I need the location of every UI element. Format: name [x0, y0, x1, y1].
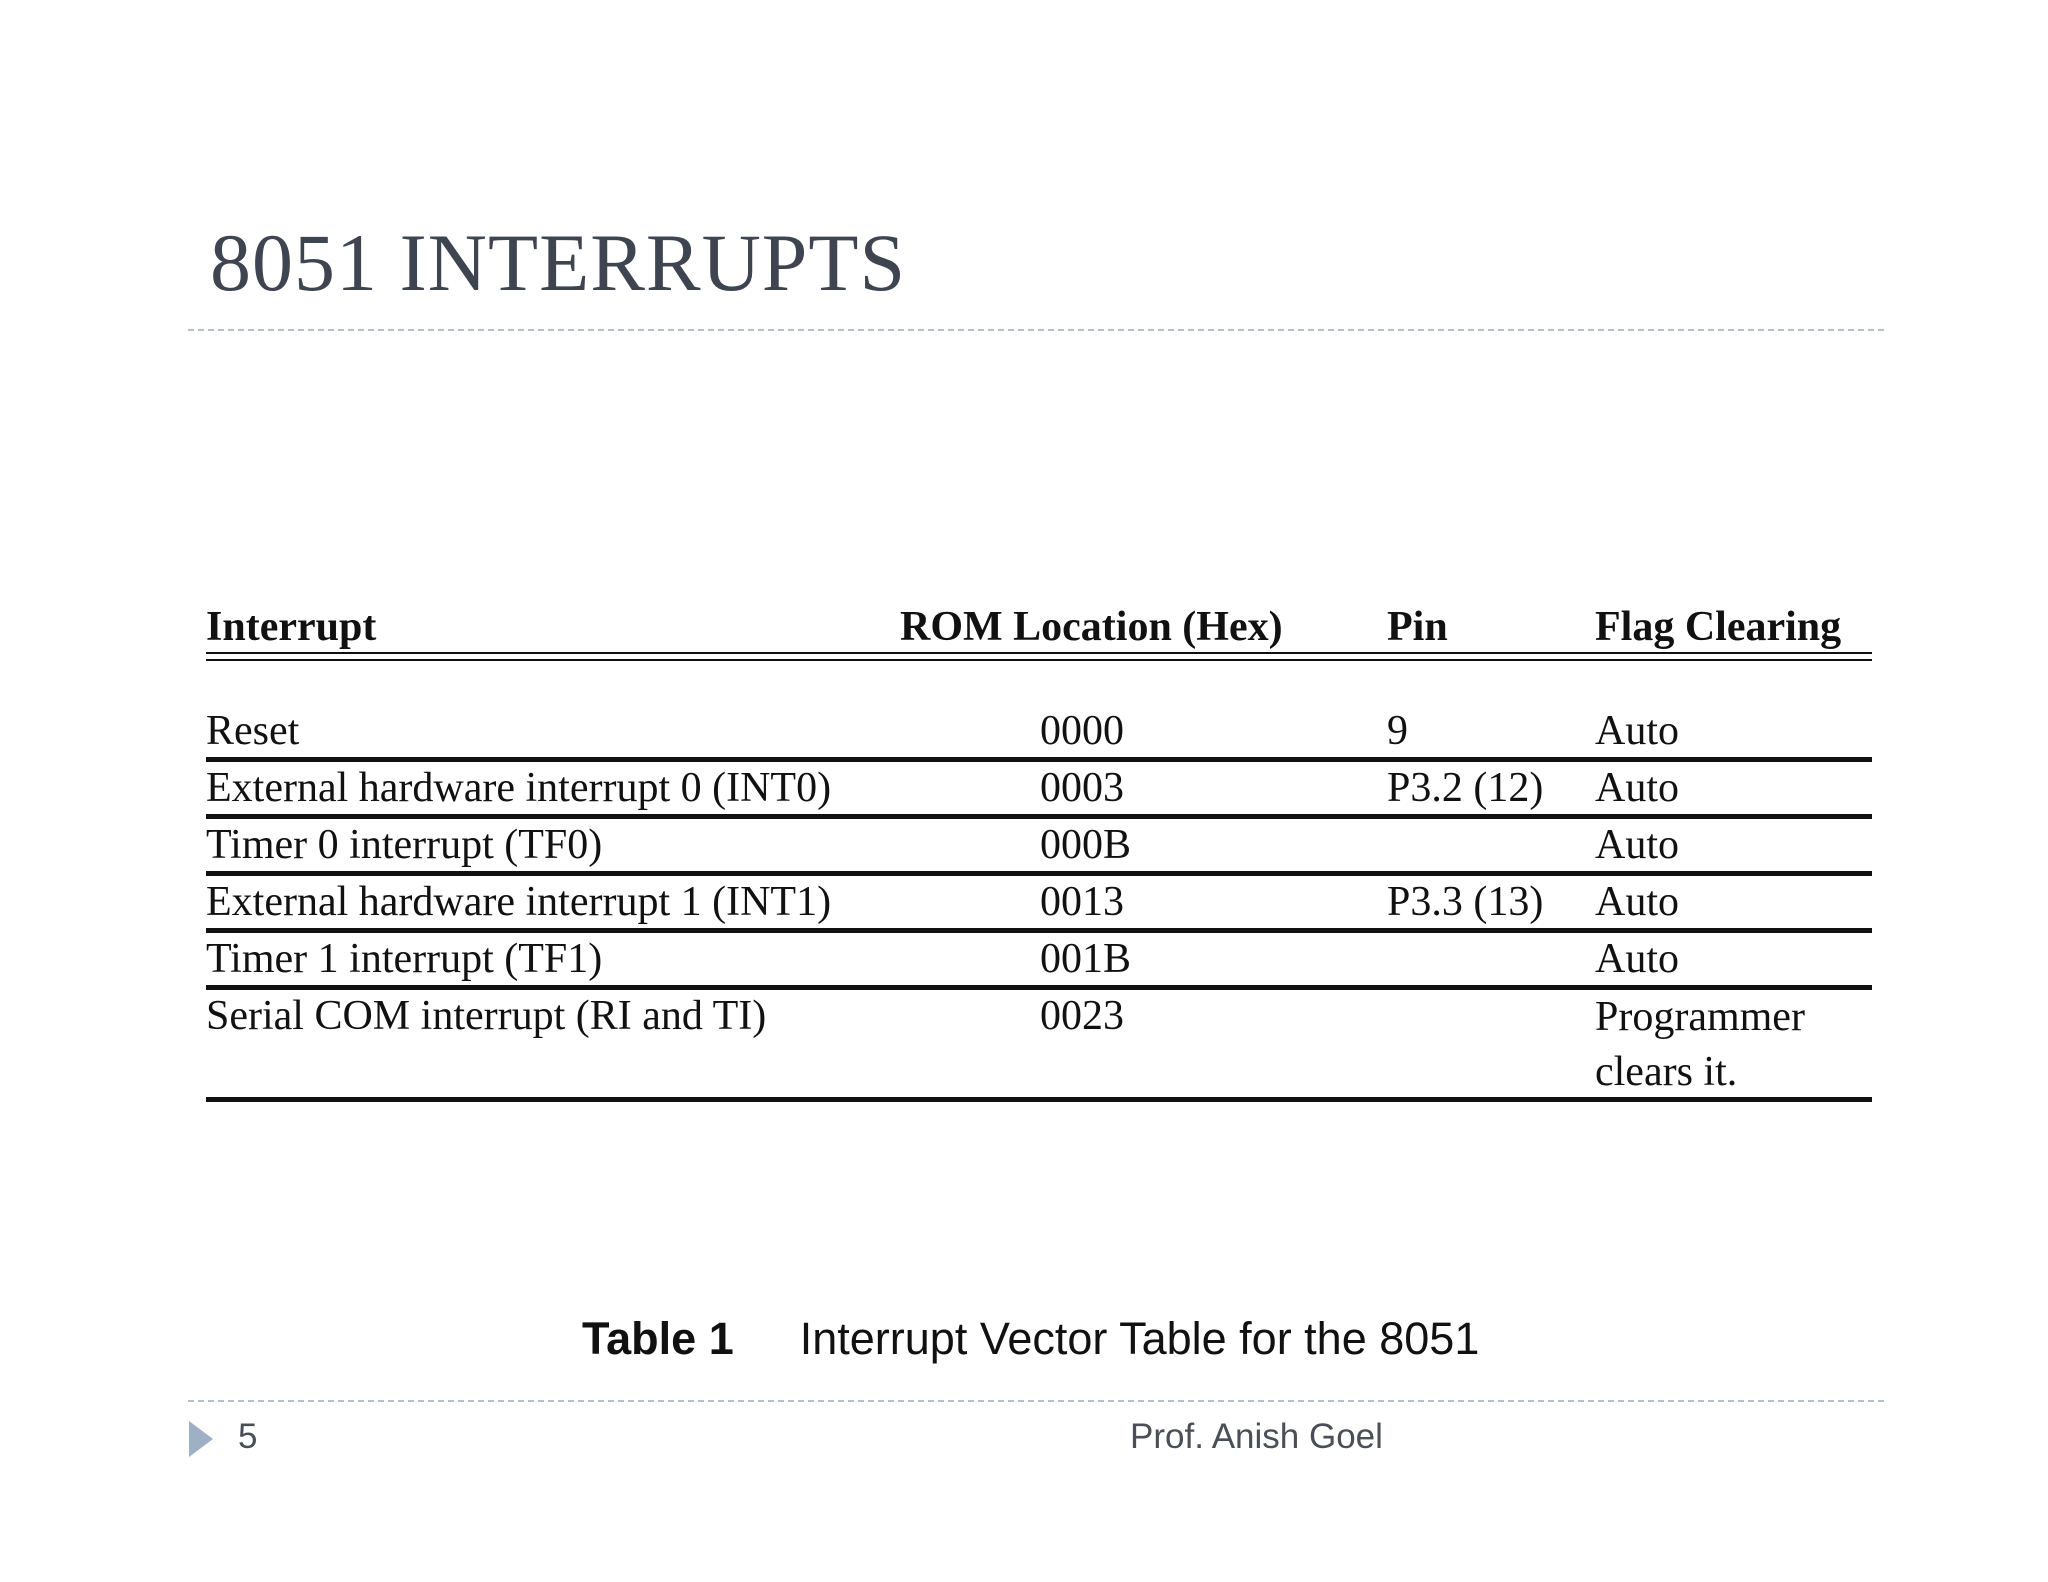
cell-interrupt: External hardware interrupt 0 (INT0): [206, 765, 832, 811]
cell-pin: 9: [1387, 708, 1408, 754]
footer-divider: [188, 1400, 1884, 1402]
cell-flag-clearing: Auto: [1595, 765, 1679, 811]
cell-rom-location: 0023: [1040, 993, 1124, 1039]
page-number: 5: [238, 1417, 258, 1456]
caption-text: Interrupt Vector Table for the 8051: [799, 1313, 1480, 1364]
table-row: [206, 819, 1872, 876]
table-row: [206, 990, 1872, 1102]
cell-rom-location: 000B: [1040, 822, 1132, 868]
cell-rom-location: 0000: [1040, 708, 1124, 754]
cell-flag-clearing: Programmer clears it.: [1595, 994, 1805, 1095]
header-flag-clearing: Flag Clearing: [1595, 604, 1842, 650]
cell-interrupt: Timer 1 interrupt (TF1): [206, 936, 603, 982]
slide-title: 8051 INTERRUPTS: [210, 217, 907, 308]
cell-rom-location: 0013: [1040, 879, 1124, 925]
header-rom-location: ROM Location (Hex): [900, 604, 1283, 650]
footer-author: Prof. Anish Goel: [1130, 1417, 1383, 1456]
table-caption: [582, 1313, 1480, 1364]
cell-flag-clearing: Auto: [1595, 822, 1679, 868]
title-divider: [188, 329, 1884, 331]
cell-pin: P3.2 (12): [1387, 765, 1544, 811]
table-row: [206, 933, 1872, 990]
cell-rom-location: 0003: [1040, 765, 1124, 811]
cell-flag-clearing: Auto: [1595, 879, 1679, 925]
header-double-rule: [206, 652, 1872, 661]
table-row: [206, 705, 1872, 762]
header-interrupt: Interrupt: [206, 604, 377, 650]
cell-interrupt: Reset: [206, 708, 300, 754]
cell-interrupt: Serial COM interrupt (RI and TI): [206, 993, 767, 1039]
caption-label: Table 1: [582, 1313, 734, 1364]
bullet-arrow-icon: [189, 1421, 213, 1457]
table-header: [206, 596, 1872, 656]
cell-interrupt: Timer 0 interrupt (TF0): [206, 822, 603, 868]
interrupt-vector-table: [206, 596, 1872, 1102]
cell-interrupt: External hardware interrupt 1 (INT1): [206, 879, 832, 925]
cell-flag-clearing: Auto: [1595, 708, 1679, 754]
table-row: [206, 762, 1872, 819]
cell-pin: P3.3 (13): [1387, 879, 1544, 925]
header-pin: Pin: [1387, 604, 1448, 650]
cell-rom-location: 001B: [1040, 936, 1132, 982]
table-row: [206, 876, 1872, 933]
cell-flag-clearing: Auto: [1595, 936, 1679, 982]
